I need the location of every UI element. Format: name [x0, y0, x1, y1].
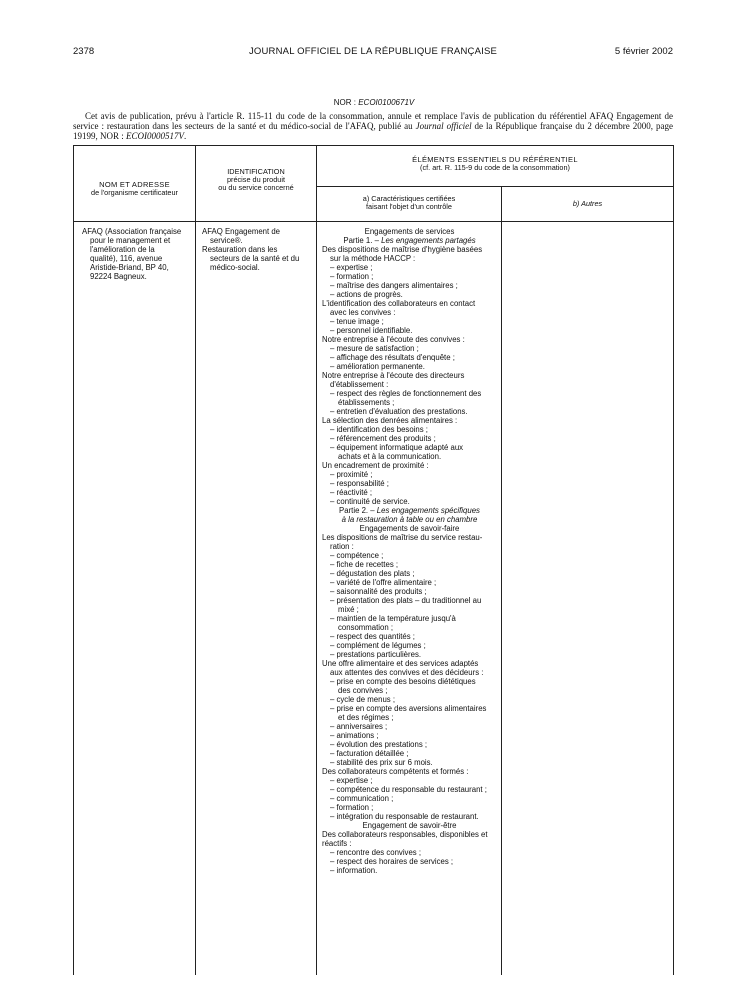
characteristic-text: – maîtrise des dangers alimentaires ;: [330, 281, 458, 290]
characteristic-text: Notre entreprise à l'écoute des convives :: [322, 335, 465, 344]
identification-line: secteurs de la santé et du: [210, 254, 300, 263]
characteristic-line: [322, 290, 497, 299]
characteristic-text: L'identification des collaborateurs en contact: [322, 299, 476, 308]
characteristic-line: [322, 362, 497, 371]
characteristic-line: [322, 407, 497, 416]
characteristic-text: – compétence ;: [330, 551, 384, 560]
characteristic-text: avec les convives :: [330, 308, 396, 317]
characteristic-text: – prestations particulières.: [330, 650, 422, 659]
header-organisme: [74, 146, 196, 222]
characteristic-text: – formation ;: [330, 272, 374, 281]
characteristic-line: [322, 335, 497, 344]
characteristic-text: – compétence du responsable du restaurant ;: [330, 785, 487, 794]
characteristic-line: [322, 488, 497, 497]
characteristic-text: – variété de l'offre alimentaire ;: [330, 578, 437, 587]
characteristic-line: [322, 236, 497, 245]
characteristic-text: La sélection des denrées alimentaires :: [322, 416, 458, 425]
others-cell: [502, 222, 674, 976]
header-identification: [196, 146, 317, 222]
characteristic-text: ration :: [330, 542, 354, 551]
nor-code: ECOI0100671V: [358, 98, 415, 107]
header-identification-line1: IDENTIFICATION: [227, 167, 285, 176]
characteristic-text: – référencement des produits ;: [330, 434, 436, 443]
referential-table: [73, 145, 674, 975]
organisme-line: Aristide-Briand, BP 40,: [90, 263, 169, 272]
characteristic-line: [322, 830, 497, 839]
identification-line: AFAQ Engagement de: [202, 227, 281, 236]
characteristics-cell: [317, 222, 502, 976]
characteristic-text: Engagement de savoir-être: [362, 821, 457, 830]
header-others-label: b) Autres: [572, 199, 603, 208]
organisme-line: qualité), 116, avenue: [90, 254, 163, 263]
intro-text-end: .: [184, 131, 187, 141]
characteristic-line: [322, 731, 497, 740]
header-characteristics-line1: a) Caractéristiques certifiées: [362, 194, 456, 203]
characteristic-line: [322, 416, 497, 425]
characteristic-line: [322, 740, 497, 749]
characteristic-text: – amélioration permanente.: [330, 362, 425, 371]
characteristic-text: – stabilité des prix sur 6 mois.: [330, 758, 433, 767]
characteristic-text: – responsabilité ;: [330, 479, 389, 488]
header-elements-line2: (cf. art. R. 115-9 du code de la consommation): [420, 163, 570, 172]
characteristic-line: [322, 263, 497, 272]
characteristic-line: [322, 632, 497, 641]
characteristic-line: [322, 794, 497, 803]
characteristic-line: [322, 623, 497, 632]
organisme-line: 92224 Bagneux.: [90, 272, 147, 281]
characteristic-line: [322, 245, 497, 254]
characteristic-line: [322, 569, 497, 578]
characteristic-text: achats et à la communication.: [338, 452, 442, 461]
characteristic-text: – évolution des prestations ;: [330, 740, 428, 749]
characteristic-text: Engagements de savoir-faire: [359, 524, 460, 533]
characteristic-line: [322, 677, 497, 686]
characteristic-line: [322, 272, 497, 281]
running-header: [73, 46, 673, 60]
characteristic-text: et des régimes ;: [338, 713, 394, 722]
characteristic-text: – intégration du responsable de restaurant.: [330, 812, 479, 821]
characteristic-line: [322, 695, 497, 704]
characteristic-text: Une offre alimentaire et des services adaptés: [322, 659, 479, 668]
nor-label: NOR :: [333, 98, 356, 107]
characteristic-text: – réactivité ;: [330, 488, 373, 497]
header-others: [502, 187, 674, 222]
characteristic-text: des convives ;: [338, 686, 388, 695]
characteristic-italic-text: Les engagements partagés: [381, 236, 476, 245]
characteristic-text: aux attentes des convives et des décideurs :: [330, 668, 484, 677]
intro-text-middle: de la République française du 2 décembre 2000, page 19199, NOR :: [73, 121, 673, 141]
characteristic-text: Les dispositions de maîtrise du service restau-: [322, 533, 483, 542]
characteristic-line: [322, 470, 497, 479]
characteristic-text: – entretien d'évaluation des prestations.: [330, 407, 468, 416]
characteristic-text: – respect des règles de fonctionnement des: [330, 389, 482, 398]
characteristic-text: d'établissement :: [330, 380, 389, 389]
characteristic-text: – formation ;: [330, 803, 374, 812]
characteristic-italic-text: à la restauration à table ou en chambre: [341, 515, 478, 524]
characteristic-line: [322, 344, 497, 353]
page-number: 2378: [73, 46, 95, 57]
characteristic-line: [322, 821, 497, 830]
header-elements-line1: ÉLÉMENTS ESSENTIELS DU RÉFÉRENTIEL: [412, 155, 578, 164]
organisme-line: pour le management et: [90, 236, 171, 245]
characteristic-line: [322, 281, 497, 290]
characteristic-line: [322, 398, 497, 407]
characteristic-line: [322, 659, 497, 668]
characteristic-line: [322, 425, 497, 434]
intro-text-start: Cet avis de publication, prévu à l'article R. 115-11 du code de la consommation, annule et remplace l'avis de publication du référentiel AFAQ Engagement de service : restauration dans les secteurs de la santé et du médico-social de l'AFAQ, publié au: [73, 111, 673, 131]
characteristic-text: – animations ;: [330, 731, 379, 740]
characteristic-line: [322, 461, 497, 470]
characteristic-text: – facturation détaillée ;: [330, 749, 409, 758]
characteristic-text: – fiche de recettes ;: [330, 560, 399, 569]
characteristic-text: Des collaborateurs responsables, disponibles et: [322, 830, 488, 839]
characteristic-line: [322, 227, 497, 236]
characteristic-line: [322, 353, 497, 362]
characteristic-text: Partie 2. –: [339, 506, 377, 515]
issue-date: 5 février 2002: [614, 46, 673, 57]
characteristic-line: [322, 443, 497, 452]
characteristic-line: [322, 524, 497, 533]
characteristic-text: mixé ;: [338, 605, 359, 614]
characteristic-text: – respect des horaires de services ;: [330, 857, 454, 866]
characteristic-line: [322, 767, 497, 776]
characteristic-text: – présentation des plats – du traditionnel au: [330, 596, 482, 605]
header-characteristics: [317, 187, 502, 222]
characteristic-italic-text: Les engagements spécifiques: [376, 506, 480, 515]
characteristic-line: [322, 299, 497, 308]
characteristic-text: – saisonnalité des produits ;: [330, 587, 427, 596]
characteristic-line: [322, 866, 497, 875]
characteristic-text: Des dispositions de maîtrise d'hygiène basées: [322, 245, 483, 254]
characteristic-text: – anniversaires ;: [330, 722, 388, 731]
characteristic-line: [322, 812, 497, 821]
characteristic-line: [322, 668, 497, 677]
characteristic-text: établissements ;: [338, 398, 395, 407]
characteristic-text: – identification des besoins ;: [330, 425, 428, 434]
characteristic-line: [322, 533, 497, 542]
intro-nor-code: ECOI0000517V: [126, 131, 185, 141]
characteristic-text: réactifs :: [322, 839, 352, 848]
header-identification-line2: précise du produit: [226, 175, 285, 184]
characteristic-text: Un encadrement de proximité :: [322, 461, 429, 470]
characteristic-line: [322, 551, 497, 560]
characteristic-text: Partie 1. –: [343, 236, 382, 245]
characteristic-line: [322, 713, 497, 722]
organisme-cell: [74, 222, 196, 976]
characteristic-text: Engagements de services: [364, 227, 455, 236]
characteristic-line: [322, 596, 497, 605]
characteristic-line: [322, 758, 497, 767]
characteristic-line: [322, 578, 497, 587]
header-characteristics-line2: faisant l'objet d'un contrôle: [366, 202, 452, 211]
characteristic-line: [322, 542, 497, 551]
characteristic-line: [322, 380, 497, 389]
identification-line: médico-social.: [210, 263, 260, 272]
characteristic-text: Notre entreprise à l'écoute des directeurs: [322, 371, 465, 380]
intro-paragraph: [73, 111, 673, 141]
characteristic-line: [322, 506, 497, 515]
characteristic-text: consommation ;: [338, 623, 394, 632]
characteristic-line: [322, 641, 497, 650]
characteristic-text: – prise en compte des besoins diététiques: [330, 677, 476, 686]
organisme-line: AFAQ (Association française: [82, 227, 182, 236]
characteristic-line: [322, 785, 497, 794]
characteristic-line: [322, 515, 497, 524]
header-organisme-line2: de l'organisme certificateur: [91, 187, 178, 197]
characteristic-line: [322, 749, 497, 758]
characteristic-text: – affichage des résultats d'enquête ;: [330, 353, 455, 362]
characteristic-line: [322, 722, 497, 731]
characteristic-text: – communication ;: [330, 794, 394, 803]
characteristic-line: [322, 326, 497, 335]
characteristic-text: – actions de progrès.: [330, 290, 403, 299]
characteristic-line: [322, 776, 497, 785]
characteristic-text: – cycle de menus ;: [330, 695, 396, 704]
characteristic-text: – mesure de satisfaction ;: [330, 344, 419, 353]
header-elements: [317, 146, 674, 187]
characteristic-line: [322, 308, 497, 317]
intro-journal-title: Journal officiel: [415, 121, 472, 131]
characteristic-line: [322, 587, 497, 596]
characteristic-line: [322, 605, 497, 614]
organisme-line: l'amélioration de la: [90, 245, 155, 254]
characteristic-text: – continuité de service.: [330, 497, 410, 506]
characteristic-line: [322, 848, 497, 857]
characteristic-text: – maintien de la température jusqu'à: [330, 614, 456, 623]
characteristic-text: sur la méthode HACCP :: [330, 254, 416, 263]
header-identification-line3: ou du service concerné: [218, 183, 294, 192]
characteristic-line: [322, 434, 497, 443]
characteristic-text: Des collaborateurs compétents et formés :: [322, 767, 469, 776]
characteristic-text: – complément de légumes ;: [330, 641, 426, 650]
characteristic-line: [322, 371, 497, 380]
identification-line: service®.: [210, 236, 243, 245]
characteristic-text: – expertise ;: [330, 263, 373, 272]
header-organisme-line1: NOM ET ADRESSE: [99, 179, 170, 189]
characteristic-line: [322, 803, 497, 812]
characteristic-line: [322, 650, 497, 659]
characteristic-text: – proximité ;: [330, 470, 373, 479]
journal-title: JOURNAL OFFICIEL DE LA RÉPUBLIQUE FRANÇAISE: [248, 46, 498, 57]
characteristic-line: [322, 389, 497, 398]
characteristic-text: – rencontre des convives ;: [330, 848, 422, 857]
characteristic-text: – prise en compte des aversions alimentaires: [330, 704, 487, 713]
characteristic-line: [322, 857, 497, 866]
characteristic-text: – personnel identifiable.: [330, 326, 413, 335]
characteristic-text: – respect des quantités ;: [330, 632, 415, 641]
nor-reference: [0, 98, 748, 107]
identification-cell: [196, 222, 317, 976]
characteristic-line: [322, 560, 497, 569]
characteristic-text: – équipement informatique adapté aux: [330, 443, 464, 452]
characteristic-line: [322, 839, 497, 848]
characteristic-text: – tenue image ;: [330, 317, 384, 326]
characteristic-line: [322, 452, 497, 461]
characteristic-line: [322, 614, 497, 623]
characteristic-line: [322, 686, 497, 695]
characteristic-text: – expertise ;: [330, 776, 373, 785]
characteristic-line: [322, 317, 497, 326]
identification-line: Restauration dans les: [202, 245, 278, 254]
characteristic-text: – dégustation des plats ;: [330, 569, 415, 578]
characteristic-text: – information.: [330, 866, 378, 875]
characteristic-line: [322, 497, 497, 506]
characteristic-line: [322, 479, 497, 488]
characteristic-line: [322, 254, 497, 263]
characteristic-line: [322, 704, 497, 713]
